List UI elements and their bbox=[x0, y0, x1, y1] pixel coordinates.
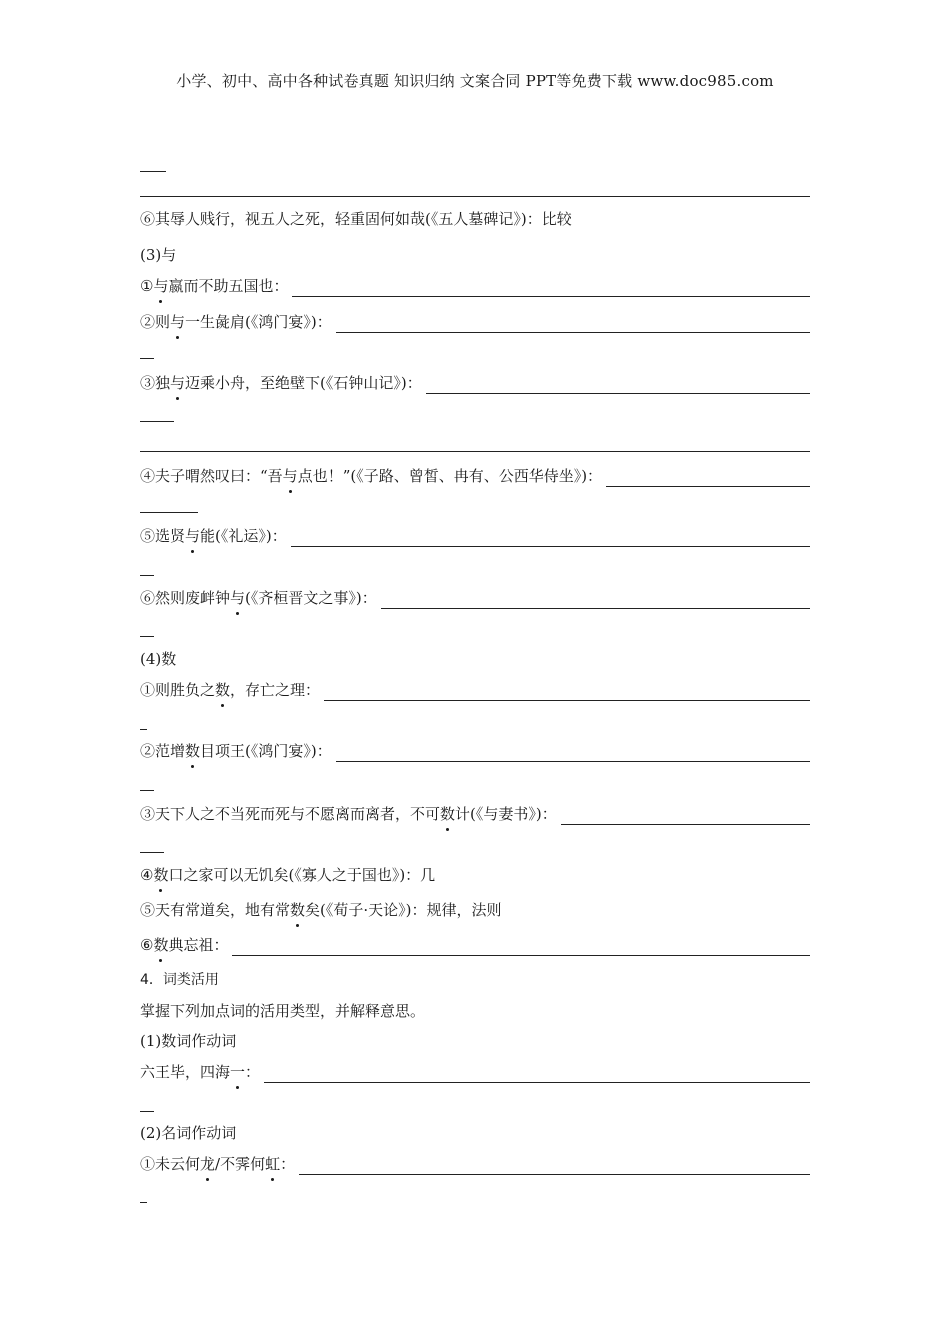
answer-stub bbox=[140, 636, 154, 637]
answer-blank[interactable] bbox=[299, 1158, 810, 1175]
section-4-title: 4．词类活用 bbox=[140, 972, 219, 988]
section-yu-title: (3)与 bbox=[140, 246, 177, 264]
item-yu1: ① 与 嬴而不助五国也： bbox=[140, 275, 810, 297]
answer-stub bbox=[140, 1202, 147, 1203]
dotted-char: 数 bbox=[153, 936, 169, 954]
sub-title-2: (2)名词作动词 bbox=[140, 1124, 237, 1142]
dotted-char: 数 bbox=[185, 742, 201, 760]
item-yu4: ④夫子喟然叹曰：“吾 与 点也！”(《子路、曾皙、冉有、公西华侍坐》)： bbox=[140, 465, 810, 487]
dotted-char: 与 bbox=[282, 467, 298, 485]
item-shu1: ①则胜负之 数 ，存亡之理： bbox=[140, 679, 810, 701]
dotted-char: 龙 bbox=[200, 1155, 216, 1173]
item-ex2: ①未云何 龙 /不霁何 虹 ： bbox=[140, 1153, 810, 1175]
item-yu2: ②则 与 一生彘肩(《鸿门宴》)： bbox=[140, 311, 810, 333]
dotted-char: 一 bbox=[230, 1063, 246, 1081]
answer-stub bbox=[140, 790, 154, 791]
dotted-char: 数 bbox=[153, 866, 169, 884]
answer-stub bbox=[140, 729, 147, 730]
answer-blank[interactable] bbox=[381, 592, 810, 609]
item-shu3: ③天下人之不当死而死与不愿离而离者，不可 数 计(《与妻书》)： bbox=[140, 803, 810, 825]
answer-line bbox=[140, 451, 810, 452]
item-yu6: ⑥然则废衅钟 与 (《齐桓晋文之事》)： bbox=[140, 587, 810, 609]
item-shu6: ⑥ 数 典忘祖： bbox=[140, 934, 810, 956]
item-yi6 bbox=[140, 208, 572, 230]
dotted-char: 虹 bbox=[265, 1155, 281, 1173]
answer-stub bbox=[140, 575, 154, 576]
answer-stub bbox=[140, 421, 174, 422]
sub-title-1: (1)数词作动词 bbox=[140, 1032, 237, 1050]
answer-blank[interactable] bbox=[336, 745, 810, 762]
answer-blank[interactable] bbox=[336, 316, 810, 333]
item-text: ⑥其辱人贱行，视五人之死，轻重固何如哉(《五人墓碑记》)：比较 bbox=[140, 210, 572, 228]
item-shu2: ②范增 数 目项王(《鸿门宴》)： bbox=[140, 740, 810, 762]
answer-blank[interactable] bbox=[426, 377, 810, 394]
item-yu3: ③独 与 迈乘小舟，至绝壁下(《石钟山记》)： bbox=[140, 372, 810, 394]
dotted-char: 数 bbox=[290, 901, 306, 919]
answer-stub bbox=[140, 171, 166, 172]
dotted-char: 数 bbox=[440, 805, 456, 823]
item-shu4: ④ 数 口之家可以无饥矣(《寡人之于国也》)：几 bbox=[140, 866, 436, 884]
section-4-desc: 掌握下列加点词的活用类型，并解释意思。 bbox=[140, 1002, 426, 1020]
answer-blank[interactable] bbox=[232, 939, 810, 956]
dotted-char: 与 bbox=[185, 527, 201, 545]
dotted-char: 与 bbox=[170, 374, 186, 392]
answer-stub bbox=[140, 358, 154, 359]
dotted-char: 数 bbox=[215, 681, 231, 699]
answer-stub bbox=[140, 512, 198, 513]
answer-stub bbox=[140, 852, 164, 853]
answer-blank[interactable] bbox=[291, 530, 810, 547]
answer-line bbox=[140, 196, 810, 197]
dotted-char: 与 bbox=[153, 277, 169, 295]
item-ex1: 六王毕，四海 一 ： bbox=[140, 1061, 810, 1083]
answer-blank[interactable] bbox=[561, 808, 810, 825]
dotted-char: 与 bbox=[230, 589, 246, 607]
page-header: 小学、初中、高中各种试卷真题 知识归纳 文案合同 PPT等免费下载 www.doc985.com bbox=[176, 72, 774, 90]
answer-stub bbox=[140, 1111, 154, 1112]
dotted-char: 与 bbox=[170, 313, 186, 331]
item-yu5: ⑤选贤 与 能(《礼运》)： bbox=[140, 525, 810, 547]
answer-blank[interactable] bbox=[324, 684, 810, 701]
answer-blank[interactable] bbox=[264, 1066, 810, 1083]
answer-blank[interactable] bbox=[606, 470, 810, 487]
item-shu5: ⑤天有常道矣，地有常 数 矣(《荀子·天论》)：规律，法则 bbox=[140, 901, 502, 919]
answer-blank[interactable] bbox=[292, 280, 810, 297]
section-shu-title: (4)数 bbox=[140, 650, 177, 668]
